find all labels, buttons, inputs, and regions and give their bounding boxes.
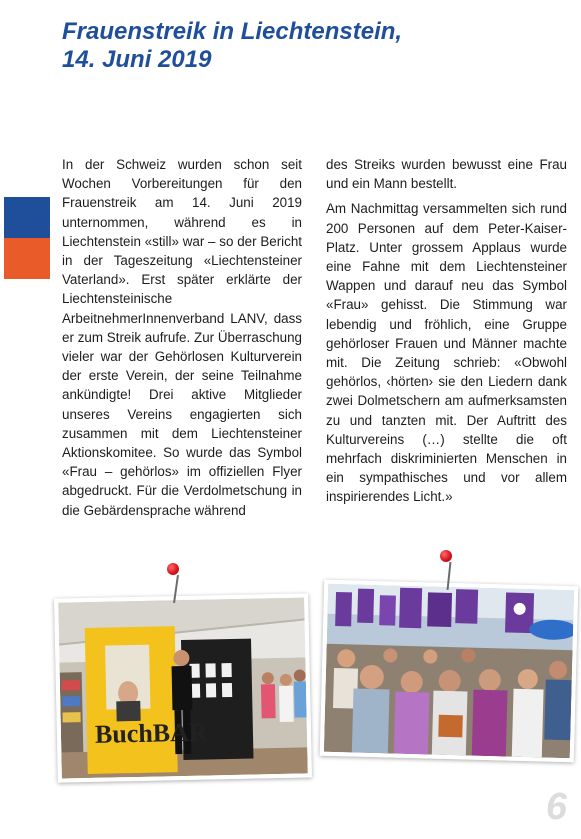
paragraph-3: Am Nachmittag versammelten sich rund 200 Personen auf dem Peter-Kaiser-Platz. Unter grossem Applaus wurde eine Fahne mit dem Liechtensteiner Wappen und darauf neu das Symbol «Frau» gehisst. Die Stimmung war lebendig und fröhlich, eine Gruppe gehörloser Frauen und Männer machte mit. Die Zeitung schrieb: «Obwohl gehörlos, ‹hörten› sie den Liedern dank zwei Dolmetschern am aufmerksamsten zu und tanzten mit. Der Auftritt des Kulturvereins (…) stellte die oft mehrfach diskriminierten Menschen in ein sympathisches und vor allem inspirierendes Licht.» [326,201,567,505]
booth-sign-text: BuchBAR [94,717,208,749]
photo-crowd [320,580,579,763]
paragraph-2: des Streiks wurden bewusst eine Frau und ein Mann bestellt. [326,157,567,192]
pin-icon [440,550,452,562]
booth-scene-illustration [58,597,308,778]
color-bar-orange [4,238,50,279]
text-column-left [62,155,302,520]
text-column-right [326,155,567,507]
page-number: 6 [545,786,567,828]
color-bar-blue [4,197,50,238]
crowd-scene-illustration [324,584,574,758]
pin-icon [167,563,179,575]
title-line-1: Frauenstreik in Liechtenstein, [62,18,403,45]
photo-booth [54,593,312,782]
paragraph-1: In der Schweiz wurden schon seit Wochen Vorbereitungen für den Frauenstreik am 14. Juni 2019 unternommen, während es in Liechtenstein «still» war – so der Bericht in der Tageszeitung «Liechtensteiner Vaterland». Erst später erklärte der Liechtensteinische ArbeitnehmerInnenverband LANV, dass er zum Streik aufrufe. Zur Überraschung vieler war der Gehörlosen Kulturverein der erste Verein, der seine Teilnahme ankündigte! Drei aktive Mitglieder unseres Vereins engagierten sich zusammen mit dem Liechtensteiner Aktionskomitee. So wurde das Symbol «Frau – gehörlos» im offiziellen Flyer abgedruckt. Für die Verdolmetschung in die Gebärdensprache während [62,157,302,518]
title-line-2: 14. Juni 2019 [62,46,212,73]
article-title [62,18,542,74]
